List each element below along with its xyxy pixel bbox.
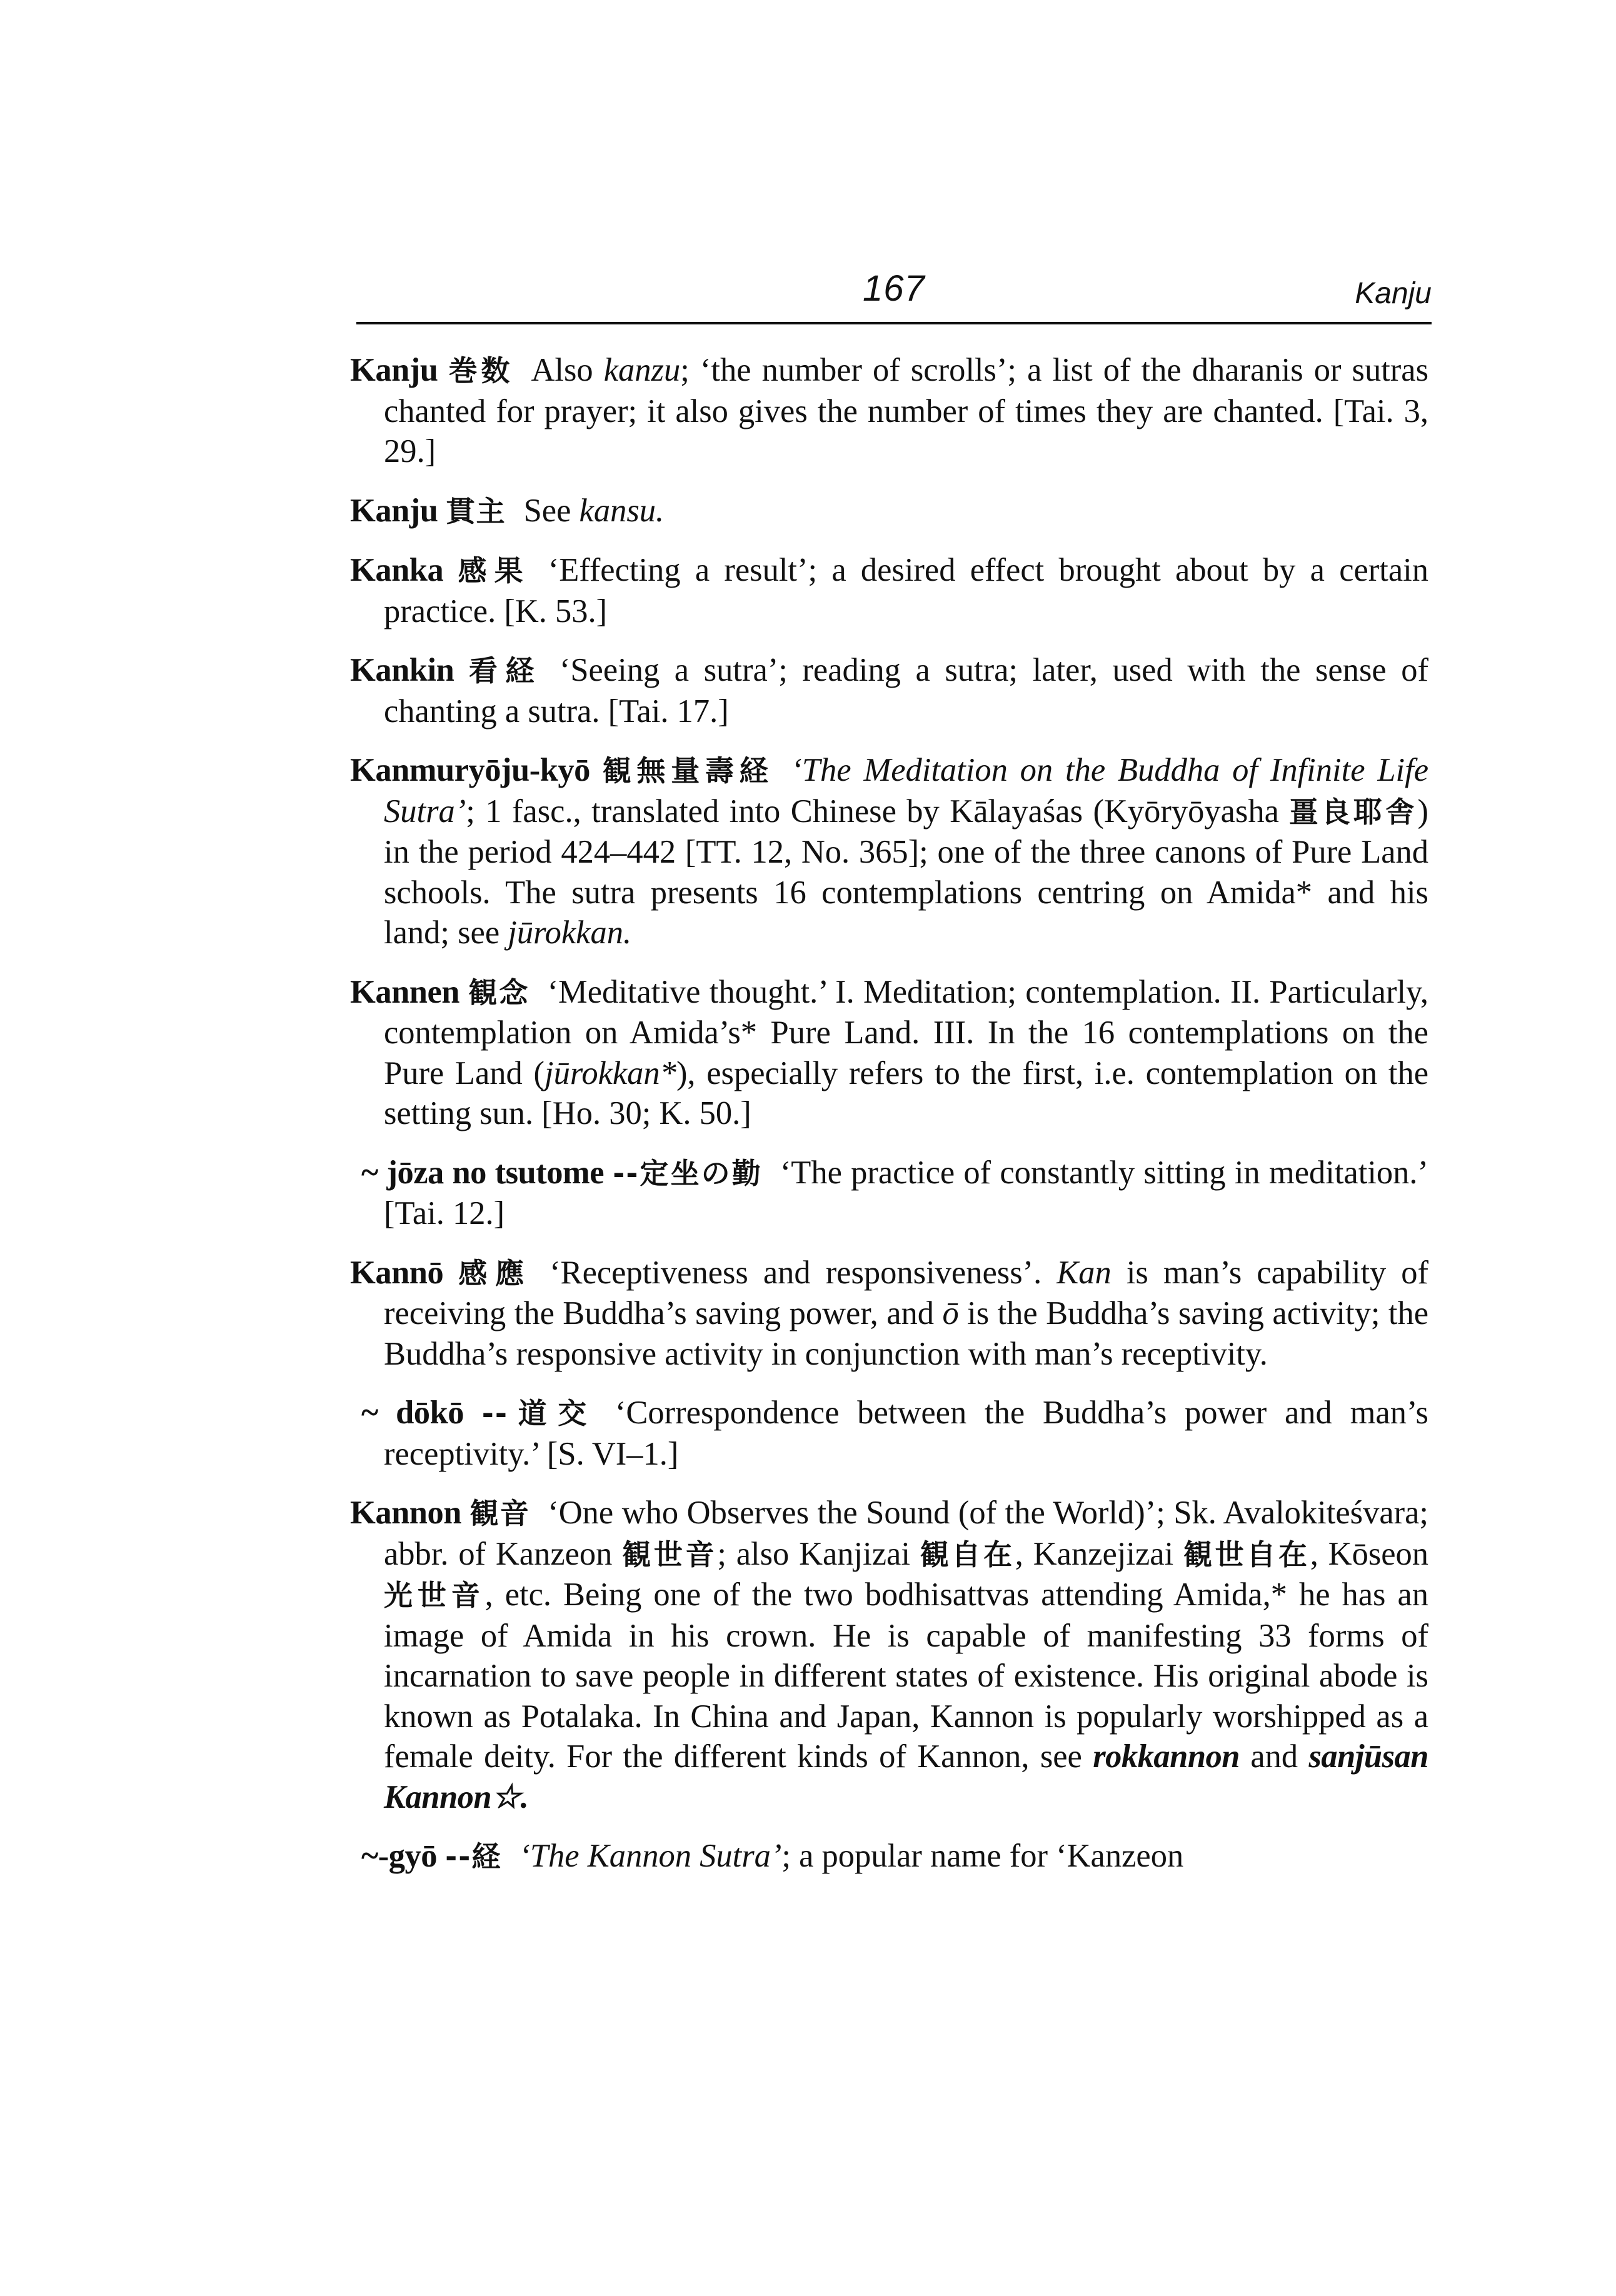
entry-definition: ; also Kanjizai xyxy=(717,1535,920,1572)
entry-kanji: 巻数 xyxy=(448,354,514,388)
entry-kanji-inline: 観世音 xyxy=(622,1537,718,1572)
entry-definition: , Kanzejizai xyxy=(1015,1535,1183,1572)
entry-text: See xyxy=(523,492,580,529)
entry-definition: ‘Meditative thought.’ I. Meditation; contemplation. II. Particularly, contemplation on Amida’s* Pure Land. III. In the 16 contemplations on the Pure Land ( xyxy=(384,973,1429,1091)
entry-kannon-gyo xyxy=(350,1836,1428,1877)
entry-kankin xyxy=(350,650,1428,731)
entry-kanji: 観無量壽経 xyxy=(602,754,774,788)
entry-kanji: --経 xyxy=(445,1840,502,1873)
entry-kanji: 貫主 xyxy=(446,494,506,528)
entry-headword: Kanka xyxy=(350,552,444,588)
entry-definition: ‘The practice of constantly sitting in meditation.’ [Tai. 12.] xyxy=(384,1154,1429,1231)
entry-italic: jūrokkan* xyxy=(545,1055,676,1091)
entry-kanji: 感應 xyxy=(458,1256,533,1290)
entry-kannon xyxy=(350,1493,1428,1817)
entry-italic: ‘The Kannon Sutra’ xyxy=(519,1838,782,1874)
entry-kanji: 看経 xyxy=(468,654,542,688)
entry-definition: , etc. Being one of the two bodhisattvas attending Amida,* he has an image of Amida in his crown. He is capable of manifesting 33 forms of incarnation to save people in different states of existence. His original abode is known as Potalaka. In China and Japan, Kannon is popularly worshipped as a female deity. For the different kinds of Kannon, see xyxy=(384,1577,1429,1775)
entry-definition: ‘Correspondence between the Buddha’s power and man’s receptivity.’ [S. VI–1.] xyxy=(384,1395,1428,1472)
entry-definition: ‘Seeing a sutra’; reading a sutra; later, used with the sense of chanting a sutra. [Tai. 17.] xyxy=(384,652,1429,729)
entry-kanju-1 xyxy=(350,350,1428,472)
entry-definition: ; 1 fasc., translated into Chinese by Kālayaśas (Kyōryōyasha xyxy=(466,793,1290,830)
entry-definition: ), especially refers to the first, i.e. contemplation on the setting sun. [Ho. 30; K. 50.] xyxy=(384,1055,1428,1131)
entry-definition: ; ‘the number of scrolls’; a list of the dharanis or sutras chanted for prayer; it also gives the number of times they are chanted. [Tai. 3, 29.] xyxy=(384,352,1429,469)
entry-definition: ‘Effecting a result’; a desired effect brought about by a certain practice. [K. 53.] xyxy=(384,552,1429,629)
entry-crossref: sanjūsan Kannon☆. xyxy=(384,1738,1428,1815)
entry-definition: is man’s capability of receiving the Buddha’s saving power, and xyxy=(384,1254,1429,1331)
entry-headword: ~ jōza no tsutome xyxy=(361,1154,605,1191)
entry-kanji: 感果 xyxy=(458,554,531,588)
entry-italic: ‘The Meditation on the Buddha of Infinite Life Sutra’ xyxy=(384,752,1429,830)
entry-kanji-inline: 観世自在 xyxy=(1183,1537,1310,1572)
entry-kanka xyxy=(350,550,1428,631)
entry-headword: Kannon xyxy=(350,1495,461,1531)
entry-definition: , Kōseon xyxy=(1310,1535,1429,1572)
entry-kannen xyxy=(350,972,1428,1134)
entry-definition: and xyxy=(1239,1738,1309,1775)
entry-joza-no-tsutome xyxy=(350,1153,1428,1234)
entry-italic: kansu. xyxy=(579,492,665,529)
entry-definition: ‘One who Observes the Sound (of the World)’; Sk. Avalokiteśvara; abbr. of Kanzeon xyxy=(384,1495,1429,1572)
entry-kanji: --定坐の勤 xyxy=(613,1156,763,1190)
entry-headword: Kanmuryōju-kyō xyxy=(350,752,590,788)
entry-crossref: rokkannon xyxy=(1093,1738,1240,1775)
entry-headword: Kannō xyxy=(350,1254,444,1291)
header-rule xyxy=(356,322,1432,324)
entry-headword: Kanju xyxy=(350,492,438,529)
entry-headword: Kanju xyxy=(350,352,438,388)
entry-kanju-2 xyxy=(350,491,1428,532)
entry-headword: Kankin xyxy=(350,652,454,688)
entry-headword: ~ dōkō xyxy=(361,1395,464,1431)
dictionary-entries xyxy=(350,350,1428,1896)
entry-doko xyxy=(350,1393,1428,1474)
entry-italic: Kan xyxy=(1056,1254,1112,1291)
entry-text: Also xyxy=(531,352,604,388)
entry-kanji-inline: 観自在 xyxy=(920,1537,1015,1572)
entry-kanmuryoju-kyo xyxy=(350,750,1428,953)
entry-kanji: 観音 xyxy=(469,1496,531,1530)
entry-definition: is the Buddha’s saving activity; the Buddha’s responsive activity in conjunction with man’s receptivity. xyxy=(384,1295,1428,1372)
running-head: Kanju xyxy=(1355,277,1432,310)
page-number: 167 xyxy=(863,268,925,309)
entry-kanji: 観念 xyxy=(468,975,530,1010)
entry-italic: jūrokkan. xyxy=(508,915,632,951)
entry-kanji-inline: 光世音 xyxy=(384,1578,485,1612)
entry-italic: kanzu xyxy=(603,352,681,388)
entry-headword: ~-gyō xyxy=(361,1838,438,1874)
entry-definition: ‘Receptiveness and responsiveness’. xyxy=(550,1254,1057,1291)
entry-italic: ō xyxy=(942,1295,959,1331)
entry-headword: Kannen xyxy=(350,973,459,1010)
entry-kanji: --道交 xyxy=(481,1396,598,1430)
entry-kanno xyxy=(350,1253,1428,1375)
entry-definition: ; a popular name for ‘Kanzeon xyxy=(781,1838,1184,1874)
entry-definition: ) in the period 424–442 [TT. 12, No. 365]; one of the three canons of Pure Land schools. The sutra presents 16 contemplations centring on Amida* and his land; see xyxy=(384,793,1428,951)
entry-kanji-inline: 畺良耶舎 xyxy=(1289,795,1418,829)
page-header xyxy=(356,263,1432,325)
